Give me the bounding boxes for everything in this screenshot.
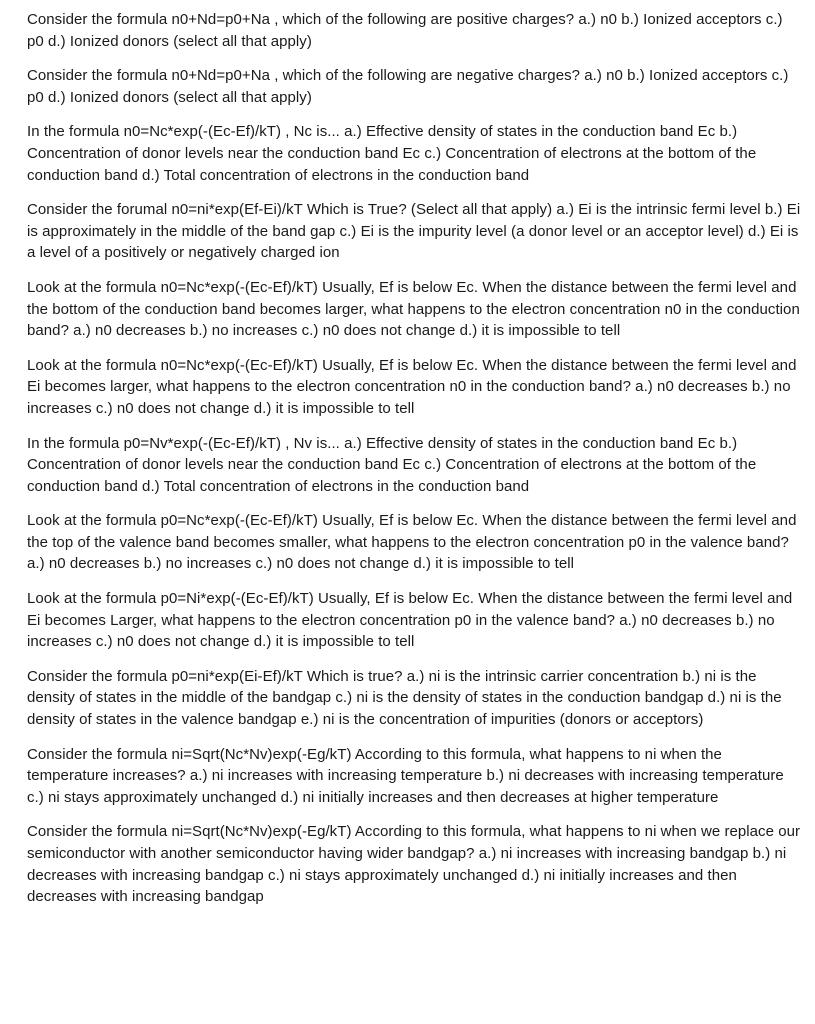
question-10-ni-definition: Consider the formula p0=ni*exp(Ei-Ef)/kT Which is true? a.) ni is the intrinsic carrier concentration b.) ni is the density of states in the middle of the bandgap c.) ni is the density of states in the conduction bandgap d.) ni is the density of states in the valence bandgap e.) ni is the concentration of impurities (donors or acceptors) [27,667,782,729]
question-7-nv-definition: In the formula p0=Nv*exp(-(Ec-Ef)/kT) , Nv is... a.) Effective density of states in the conduction band Ec b.) Concentration of donor levels near the conduction band Ec c.) Concentration of electrons at the bottom of the conduction band d.) Total concentration of electrons in the conduction band [27,434,757,495]
question-5-n0-distance-ec: Look at the formula n0=Nc*exp(-(Ec-Ef)/kT) Usually, Ef is below Ec. When the distance between the fermi level and the bottom of the conduction band becomes larger, what happens to the electron concentration n0 in the conduction band? a.) n0 decreases b.) no increases c.) n0 does not change d.) it is impossible to tell [27,278,800,340]
question-9-p0-ei-distance: Look at the formula p0=Ni*exp(-(Ec-Ef)/kT) Usually, Ef is below Ec. When the distance between the fermi level and Ei becomes Larger, what happens to the electron concentration p0 in the valence band? a.) n0 decreases b.) no increases c.) n0 does not change d.) it is impossible to tell [27,590,793,651]
question-11-ni-temperature: Consider the formula ni=Sqrt(Nc*Nv)exp(-Eg/kT) According to this formula, what happens to ni when the temperature increases? a.) ni increases with increasing temperature b.) ni decreases with increasing temperature c.) ni stays approximately unchanged d.) ni initially increases and then decreases at higher temperature [27,745,784,806]
question-3-nc-definition: In the formula n0=Nc*exp(-(Ec-Ef)/kT) , Nc is... a.) Effective density of states in the conduction band Ec b.) Concentration of donor levels near the conduction band Ec c.) Concentration of electrons at the bottom of the conduction band d.) Total concentration of electrons in the conduction band [27,123,757,184]
question-1-positive-charges: Consider the formula n0+Nd=p0+Na , which of the following are positive charges? a.) n0 b.) Ionized acceptors c.) p0 d.) Ionized donors (select all that apply) [27,11,783,50]
question-12-ni-bandgap: Consider the formula ni=Sqrt(Nc*Nv)exp(-Eg/kT) According to this formula, what happens to ni when we replace our semiconductor with another semiconductor having wider bandgap? a.) ni increases with increasing bandgap b.) ni decreases with increasing bandgap c.) ni stays approximately unchanged d.) ni initially increases and then decreases with increasing bandgap [27,823,801,906]
question-8-p0-valence-distance: Look at the formula p0=Nc*exp(-(Ec-Ef)/kT) Usually, Ef is below Ec. When the distance between the fermi level and the top of the valence band becomes smaller, what happens to the electron concentration p0 in the valence band? a.) n0 decreases b.) no increases c.) n0 does not change d.) it is impossible to tell [27,512,797,573]
question-2-negative-charges: Consider the formula n0+Nd=p0+Na , which of the following are negative charges? a.) n0 b.) Ionized acceptors c.) p0 d.) Ionized donors (select all that apply) [27,67,789,106]
question-document [27,9,802,921]
question-4-ei-definition: Consider the forumal n0=ni*exp(Ef-Ei)/kT Which is True? (Select all that apply) a.) Ei is the intrinsic fermi level b.) Ei is approximately in the middle of the band gap c.) Ei is the impurity level (a donor level or an acceptor level) d.) Ei is a level of a positively or negatively charged ion [27,201,801,262]
question-6-n0-distance-ei: Look at the formula n0=Nc*exp(-(Ec-Ef)/kT) Usually, Ef is below Ec. When the distance between the fermi level and Ei becomes larger, what happens to the electron concentration n0 in the conduction band? a.) n0 decreases b.) no increases c.) n0 does not change d.) it is impossible to tell [27,356,797,417]
